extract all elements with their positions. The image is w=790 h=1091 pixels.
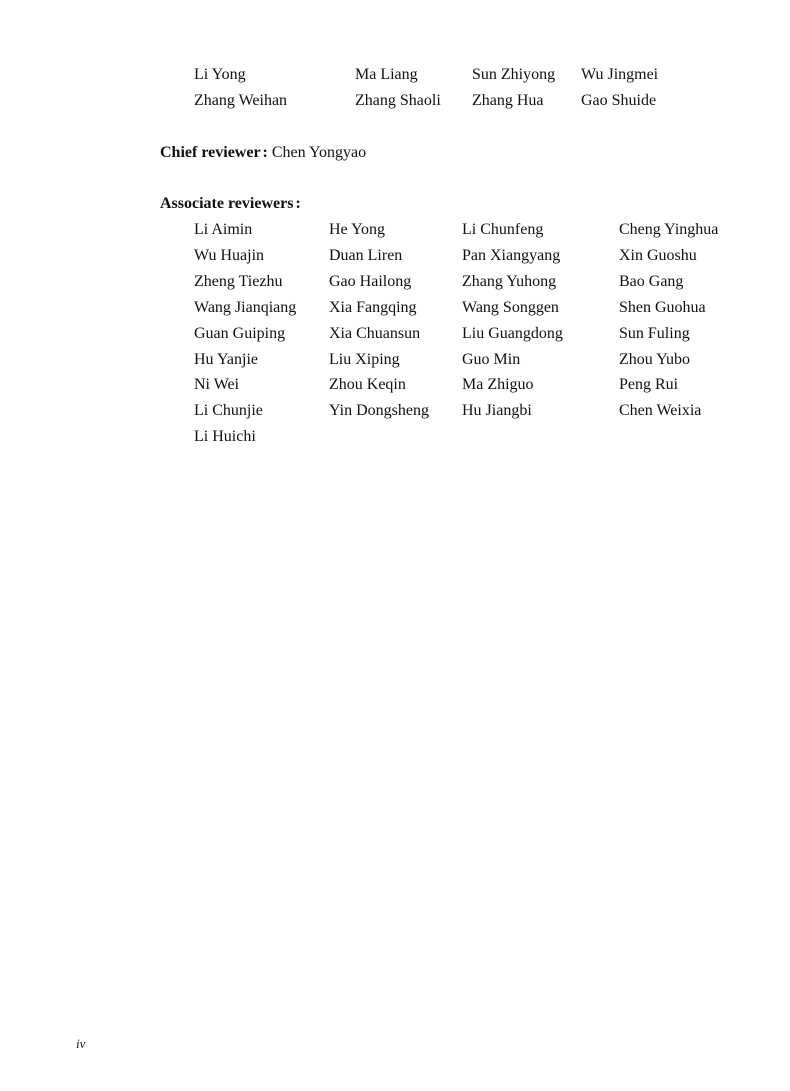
name-entry: Hu Jiangbi xyxy=(462,402,532,419)
chief-reviewer-name: Chen Yongyao xyxy=(271,144,367,161)
name-entry: Bao Gang xyxy=(619,273,684,290)
name-entry: Duan Liren xyxy=(329,247,403,264)
name-entry: Xia Chuansun xyxy=(329,325,421,342)
name-entry: Ma Liang xyxy=(355,66,418,83)
name-entry: Li Huichi xyxy=(194,428,256,445)
name-entry: Shen Guohua xyxy=(619,299,706,316)
name-entry: Xin Guoshu xyxy=(619,247,697,264)
name-entry: Gao Hailong xyxy=(329,273,412,290)
chief-reviewer-line xyxy=(160,143,366,163)
name-entry: Guo Min xyxy=(462,351,521,368)
name-entry: Wang Jianqiang xyxy=(194,299,297,316)
name-entry: Zhang Yuhong xyxy=(462,273,557,290)
name-entry: Wu Huajin xyxy=(194,247,265,264)
name-entry: Zheng Tiezhu xyxy=(194,273,283,290)
associate-reviewers-heading xyxy=(160,194,301,214)
name-entry: Li Chunjie xyxy=(194,402,263,419)
name-entry: Li Yong xyxy=(194,66,246,83)
name-entry: Li Chunfeng xyxy=(462,221,544,238)
name-entry: Zhang Weihan xyxy=(194,92,288,109)
name-entry: Ni Wei xyxy=(194,376,240,393)
name-entry: Xia Fangqing xyxy=(329,299,417,316)
name-entry: Peng Rui xyxy=(619,376,679,393)
name-entry: Zhang Hua xyxy=(472,92,544,109)
name-entry: Zhang Shaoli xyxy=(355,92,441,109)
associate-reviewers-label: Associate reviewers xyxy=(160,195,294,212)
name-entry: Hu Yanjie xyxy=(194,351,259,368)
name-entry: Chen Weixia xyxy=(619,402,702,419)
name-entry: Sun Fuling xyxy=(619,325,690,342)
chief-reviewer-separator: : xyxy=(262,144,268,161)
associate-reviewers-separator: : xyxy=(295,195,301,212)
name-entry: Li Aimin xyxy=(194,221,253,238)
name-entry: Wang Songgen xyxy=(462,299,559,316)
chief-reviewer-label: Chief reviewer xyxy=(160,144,261,161)
name-entry: Zhou Yubo xyxy=(619,351,690,368)
name-entry: Pan Xiangyang xyxy=(462,247,561,264)
name-entry: Liu Xiping xyxy=(329,351,400,368)
name-entry: Gao Shuide xyxy=(581,92,657,109)
name-entry: Liu Guangdong xyxy=(462,325,563,342)
name-entry: He Yong xyxy=(329,221,386,238)
name-entry: Wu Jingmei xyxy=(581,66,659,83)
name-entry: Guan Guiping xyxy=(194,325,286,342)
page-number: iv xyxy=(76,1036,86,1051)
name-entry: Yin Dongsheng xyxy=(329,402,429,419)
name-entry: Sun Zhiyong xyxy=(472,66,556,83)
name-entry: Ma Zhiguo xyxy=(462,376,534,393)
name-entry: Zhou Keqin xyxy=(329,376,406,393)
name-entry: Cheng Yinghua xyxy=(619,221,719,238)
